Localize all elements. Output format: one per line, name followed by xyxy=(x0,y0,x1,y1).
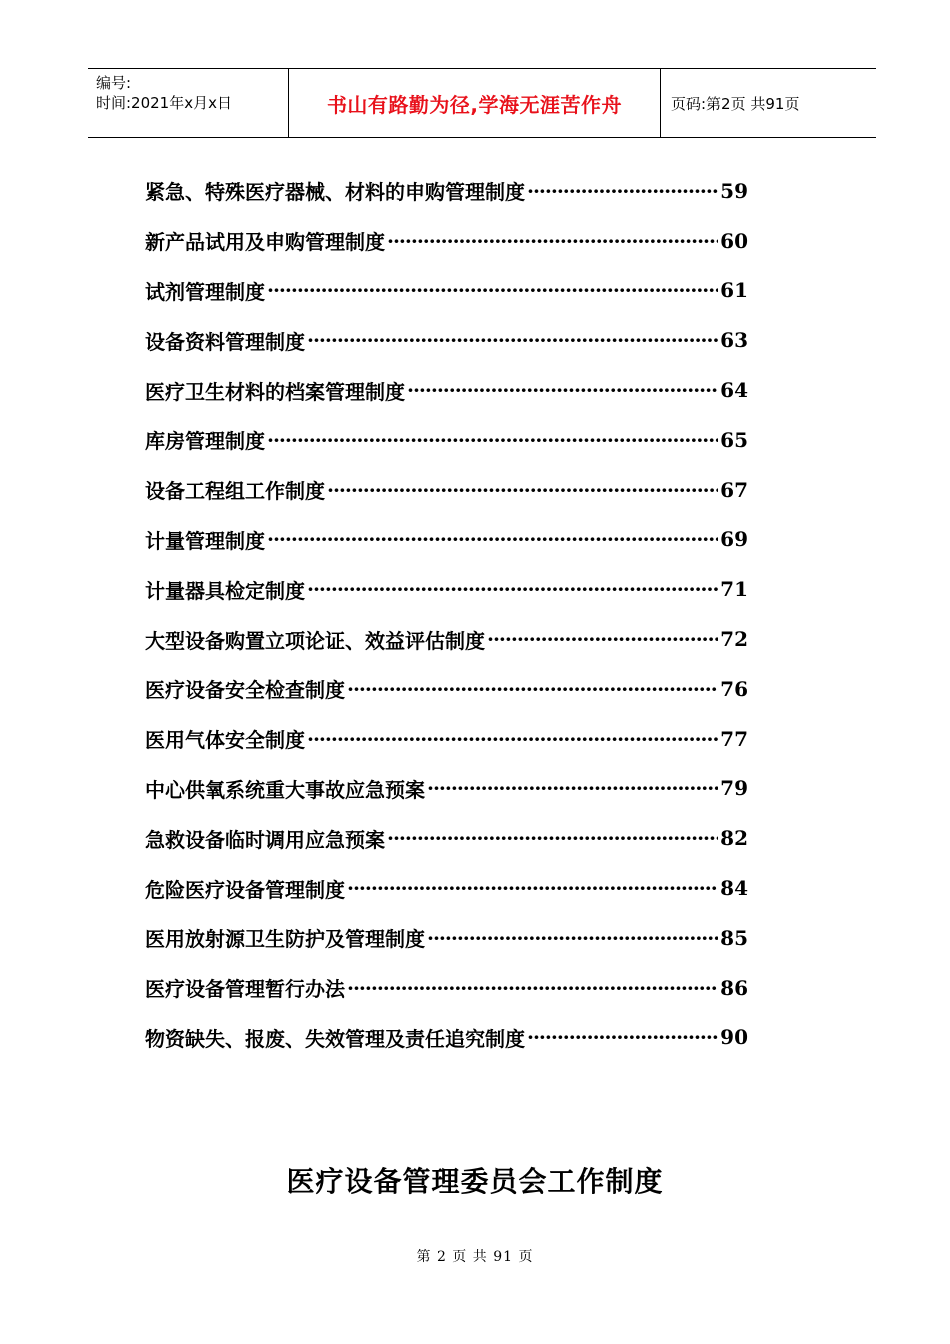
toc-entry[interactable] xyxy=(145,166,748,216)
toc-entry-title: 医疗设备安全检查制度 xyxy=(145,678,345,703)
toc-leader-dots xyxy=(267,527,718,551)
toc-entry-title: 紧急、特殊医疗器械、材料的申购管理制度 xyxy=(145,180,525,205)
toc-entry[interactable] xyxy=(145,913,748,963)
toc-entry-page: 77 xyxy=(720,726,748,751)
toc-entry-page: 72 xyxy=(720,627,748,652)
toc-entry-page: 79 xyxy=(720,776,748,801)
toc-leader-dots xyxy=(307,577,718,601)
toc-entry-title: 试剂管理制度 xyxy=(145,279,265,304)
toc-leader-dots xyxy=(387,229,718,253)
toc-entry-page: 82 xyxy=(720,826,748,851)
toc-entry-page: 86 xyxy=(720,975,748,1000)
toc-entry-page: 76 xyxy=(720,676,748,701)
toc-entry-page: 63 xyxy=(720,328,748,353)
header-meta xyxy=(88,69,288,137)
toc-entry[interactable] xyxy=(145,515,748,565)
toc-entry-title: 医用放射源卫生防护及管理制度 xyxy=(145,927,425,952)
toc-entry-page: 69 xyxy=(720,527,748,552)
toc-leader-dots xyxy=(387,826,718,850)
toc-entry-title: 医疗卫生材料的档案管理制度 xyxy=(145,379,405,404)
toc-entry-page: 71 xyxy=(720,577,748,602)
toc-leader-dots xyxy=(347,876,718,900)
toc-entry-title: 计量管理制度 xyxy=(145,528,265,553)
toc-entry-title: 急救设备临时调用应急预案 xyxy=(145,827,385,852)
toc-leader-dots xyxy=(427,926,718,950)
toc-leader-dots xyxy=(487,627,718,651)
toc-leader-dots xyxy=(327,478,718,502)
toc-entry-title: 库房管理制度 xyxy=(145,429,265,454)
toc-entry-page: 90 xyxy=(720,1025,748,1050)
toc-leader-dots xyxy=(527,1025,718,1049)
toc-entry[interactable] xyxy=(145,714,748,764)
document-time-label: 时间:2021年x月x日 xyxy=(96,94,232,112)
toc-leader-dots xyxy=(347,677,718,701)
toc-leader-dots xyxy=(407,378,718,402)
toc-entry-title: 计量器具检定制度 xyxy=(145,578,305,603)
toc-entry-title: 新产品试用及申购管理制度 xyxy=(145,230,385,255)
toc-entry-page: 67 xyxy=(720,477,748,502)
toc-leader-dots xyxy=(267,278,718,302)
toc-entry[interactable] xyxy=(145,664,748,714)
toc-entry[interactable] xyxy=(145,863,748,913)
toc-entry-title: 危险医疗设备管理制度 xyxy=(145,877,345,902)
toc-leader-dots xyxy=(307,328,718,352)
header-page-cell xyxy=(661,69,876,137)
toc-entry-page: 85 xyxy=(720,925,748,950)
toc-entry[interactable] xyxy=(145,614,748,664)
toc-entry-title: 医用气体安全制度 xyxy=(145,728,305,753)
toc-leader-dots xyxy=(527,179,718,203)
toc-entry-page: 61 xyxy=(720,278,748,303)
page-header xyxy=(88,68,876,138)
header-page-info: 页码:第2页 共91页 xyxy=(671,94,800,113)
toc-entry[interactable] xyxy=(145,415,748,465)
toc-entry[interactable] xyxy=(145,1013,748,1063)
toc-entry-page: 84 xyxy=(720,876,748,901)
toc-entry-title: 医疗设备管理暂行办法 xyxy=(145,977,345,1002)
toc-entry-title: 设备工程组工作制度 xyxy=(145,479,325,504)
toc-entry[interactable] xyxy=(145,564,748,614)
toc-leader-dots xyxy=(347,976,718,1000)
section-title: 医疗设备管理委员会工作制度 xyxy=(286,1165,664,1198)
header-motto: 书山有路勤为径,学海无涯苦作舟 xyxy=(326,92,623,117)
toc-entry[interactable] xyxy=(145,315,748,365)
toc-leader-dots xyxy=(267,428,718,452)
toc-entry-title: 大型设备购置立项论证、效益评估制度 xyxy=(145,628,485,653)
toc-entry-page: 60 xyxy=(720,228,748,253)
header-motto-cell xyxy=(288,69,661,137)
toc-entry[interactable] xyxy=(145,465,748,515)
toc-entry[interactable] xyxy=(145,764,748,814)
toc-entry[interactable] xyxy=(145,813,748,863)
toc-leader-dots xyxy=(307,727,718,751)
toc-entry[interactable] xyxy=(145,963,748,1013)
toc-entry[interactable] xyxy=(145,365,748,415)
toc-entry-page: 64 xyxy=(720,378,748,403)
table-of-contents xyxy=(145,166,748,1062)
document-number-label: 编号: xyxy=(96,74,132,92)
toc-leader-dots xyxy=(427,776,718,800)
toc-entry-title: 中心供氧系统重大事故应急预案 xyxy=(145,777,425,802)
toc-entry-title: 设备资料管理制度 xyxy=(145,329,305,354)
toc-entry-page: 65 xyxy=(720,427,748,452)
toc-entry-title: 物资缺失、报废、失效管理及责任追究制度 xyxy=(145,1026,525,1051)
toc-entry[interactable] xyxy=(145,216,748,266)
page-footer: 第 2 页 共 91 页 xyxy=(416,1249,534,1265)
toc-entry[interactable] xyxy=(145,266,748,316)
toc-entry-page: 59 xyxy=(720,178,748,203)
